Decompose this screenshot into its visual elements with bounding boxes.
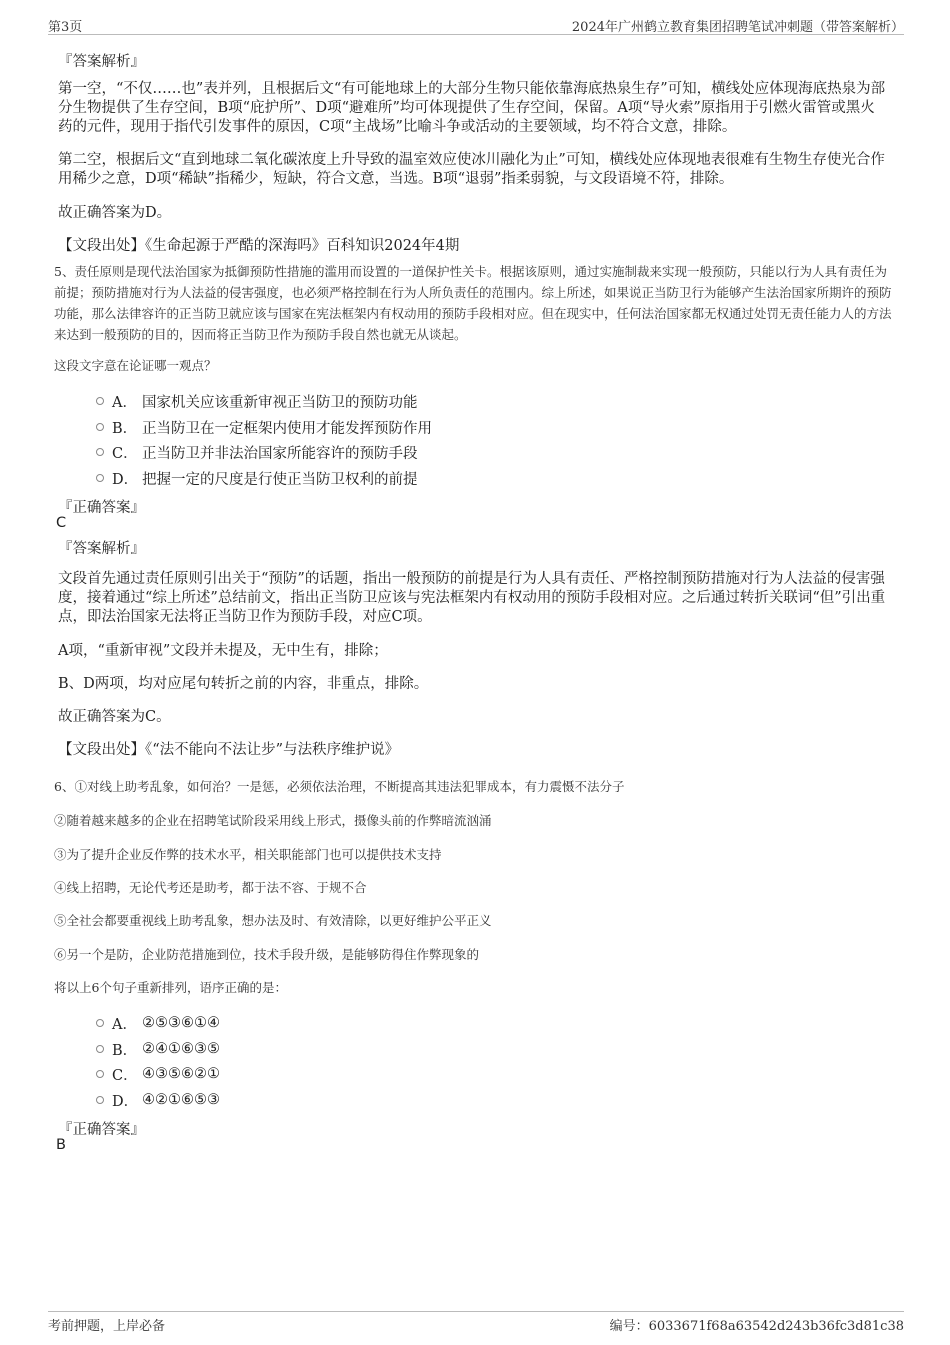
q6-question: 将以上6个句子重新排列，语序正确的是： xyxy=(54,980,287,995)
q6-option-c[interactable] xyxy=(96,1064,220,1084)
option-letter: B． xyxy=(112,1042,138,1059)
radio-icon[interactable] xyxy=(96,474,104,482)
q4-analysis-para-1: 第一空，“不仅……也”表并列，且根据后文“有可能地球上的大部分生物只能依靠海底热泉生存”可知，横线处应体现海底热泉为部分生物提供了生存空间，B项“庇护所”、D项“避难所”均可体现提供了生存空间，保留。A项“导火索”原指用于引燃火雷管或黑火药的元件，现用于指代引发事件的原因，C项“主战场”比喻斗争或活动的主要领域，均不符合文意，排除。 xyxy=(58,81,886,135)
q6-option-d[interactable] xyxy=(96,1090,220,1110)
q5-option-b[interactable] xyxy=(96,417,432,437)
option-letter: C． xyxy=(112,445,138,462)
option-letter: D． xyxy=(112,1093,139,1110)
q6-option-b[interactable] xyxy=(96,1039,220,1059)
q5-source: 【文段出处】《“法不能向不法让步”与法秩序维护说》 xyxy=(58,742,400,758)
document-id: 编号：6033671f68a63542d243b36fc3d81c38 xyxy=(609,1319,904,1334)
q6-option-a[interactable] xyxy=(96,1013,220,1033)
q5-analysis-para-2: A项，“重新审视”文段并未提及，无中生有，排除； xyxy=(58,643,388,659)
q5-analysis-para-1: 文段首先通过责任原则引出关于“预防”的话题，指出一般预防的前提是行为人具有责任、严格控制预防措施对行为人法益的侵害强度，接着通过“综上所述”总结前文，指出正当防卫应该与宪法框架内有权动用的预防手段相对应。之后通过转折关联词“但”引出重点，即法治国家无法将正当防卫作为预防手段，对应C项。 xyxy=(58,571,886,625)
q6-sentence-5: ⑤全社会都要重视线上助考乱象，想办法及时、有效清除，以更好维护公平正义 xyxy=(54,913,492,928)
radio-icon[interactable] xyxy=(96,397,104,405)
q6-sentence-4: ④线上招聘，无论代考还是助考，都于法不容、于规不合 xyxy=(54,880,367,895)
q6-sentence-2: ②随着越来越多的企业在招聘笔试阶段采用线上形式，摄像头前的作弊暗流汹涌 xyxy=(54,813,492,828)
q6-answer: B xyxy=(56,1137,66,1153)
radio-icon[interactable] xyxy=(96,1096,104,1104)
option-text: ②④①⑥③⑤ xyxy=(142,1041,220,1057)
option-text: ④③⑤⑥②① xyxy=(142,1066,220,1082)
q5-option-c[interactable] xyxy=(96,442,418,462)
q5-question: 这段文字意在论证哪一观点？ xyxy=(54,358,217,373)
q6-answer-label: 『正确答案』 xyxy=(58,1122,145,1138)
q5-analysis-label: 『答案解析』 xyxy=(58,541,145,557)
option-text: 把握一定的尺度是行使正当防卫权利的前提 xyxy=(142,471,418,488)
q5-answer-label: 『正确答案』 xyxy=(58,500,145,516)
q5-answer: C xyxy=(56,515,67,531)
q6-sentence-1: 6、①对线上助考乱象，如何治？一是惩，必须依法治理，不断提高其违法犯罪成本，有力震慑不法分子 xyxy=(54,779,625,794)
q6-sentence-6: ⑥另一个是防，企业防范措施到位，技术手段升级，是能够防得住作弊现象的 xyxy=(54,947,480,962)
option-text: 正当防卫在一定框架内使用才能发挥预防作用 xyxy=(142,420,432,437)
option-text: 正当防卫并非法治国家所能容许的预防手段 xyxy=(142,445,418,462)
footer-slogan: 考前押题，上岸必备 xyxy=(48,1319,166,1334)
option-letter: A． xyxy=(112,394,137,411)
q4-source: 【文段出处】《生命起源于严酷的深海吗》百科知识2024年4期 xyxy=(58,238,460,254)
page-footer xyxy=(48,1311,904,1332)
q4-analysis-label: 『答案解析』 xyxy=(58,54,145,70)
option-text: ④②①⑥⑤③ xyxy=(142,1092,220,1108)
radio-icon[interactable] xyxy=(96,1045,104,1053)
q5-option-d[interactable] xyxy=(96,468,418,488)
option-letter: A． xyxy=(112,1016,137,1033)
option-text: ②⑤③⑥①④ xyxy=(142,1015,220,1031)
radio-icon[interactable] xyxy=(96,1070,104,1078)
q5-analysis-para-3: B、D两项，均对应尾句转折之前的内容，非重点，排除。 xyxy=(58,676,429,692)
document-title: 2024年广州鹤立教育集团招聘笔试冲刺题（带答案解析） xyxy=(571,20,904,35)
option-letter: D． xyxy=(112,471,139,488)
radio-icon[interactable] xyxy=(96,448,104,456)
page-header xyxy=(48,14,904,35)
page-number: 第3页 xyxy=(48,20,83,35)
radio-icon[interactable] xyxy=(96,1019,104,1027)
radio-icon[interactable] xyxy=(96,423,104,431)
q5-option-a[interactable] xyxy=(96,391,418,411)
q4-conclusion: 故正确答案为D。 xyxy=(58,205,172,221)
option-letter: C． xyxy=(112,1067,138,1084)
q5-conclusion: 故正确答案为C。 xyxy=(58,709,171,725)
q5-stem: 5、责任原则是现代法治国家为抵御预防性措施的滥用而设置的一道保护性关卡。根据该原则，通过实施制裁来实现一般预防，只能以行为人具有责任为前提；预防措施对行为人法益的侵害强度，也必须严格控制在行为人所负责任的范围内。综上所述，如果说正当防卫行为能够产生法治国家所期许的预防功能，那么法律容许的正当防卫就应该与国家在宪法框架内有权动用的预防手段相对应。但在现实中，任何法治国家都无权通过处罚无责任能力人的方法来达到一般预防的目的，因而将正当防卫作为预防手段自然也就无从谈起。 xyxy=(54,264,892,342)
q6-sentence-3: ③为了提升企业反作弊的技术水平，相关职能部门也可以提供技术支持 xyxy=(54,847,442,862)
q4-analysis-para-2: 第二空，根据后文“直到地球二氧化碳浓度上升导致的温室效应使冰川融化为止”可知，横线处应体现地表很难有生物生存使光合作用稀少之意，D项“稀缺”指稀少，短缺，符合文意，当选。B项“退弱”指柔弱貌，与文段语境不符，排除。 xyxy=(58,152,885,187)
option-letter: B． xyxy=(112,420,138,437)
option-text: 国家机关应该重新审视正当防卫的预防功能 xyxy=(142,394,418,411)
